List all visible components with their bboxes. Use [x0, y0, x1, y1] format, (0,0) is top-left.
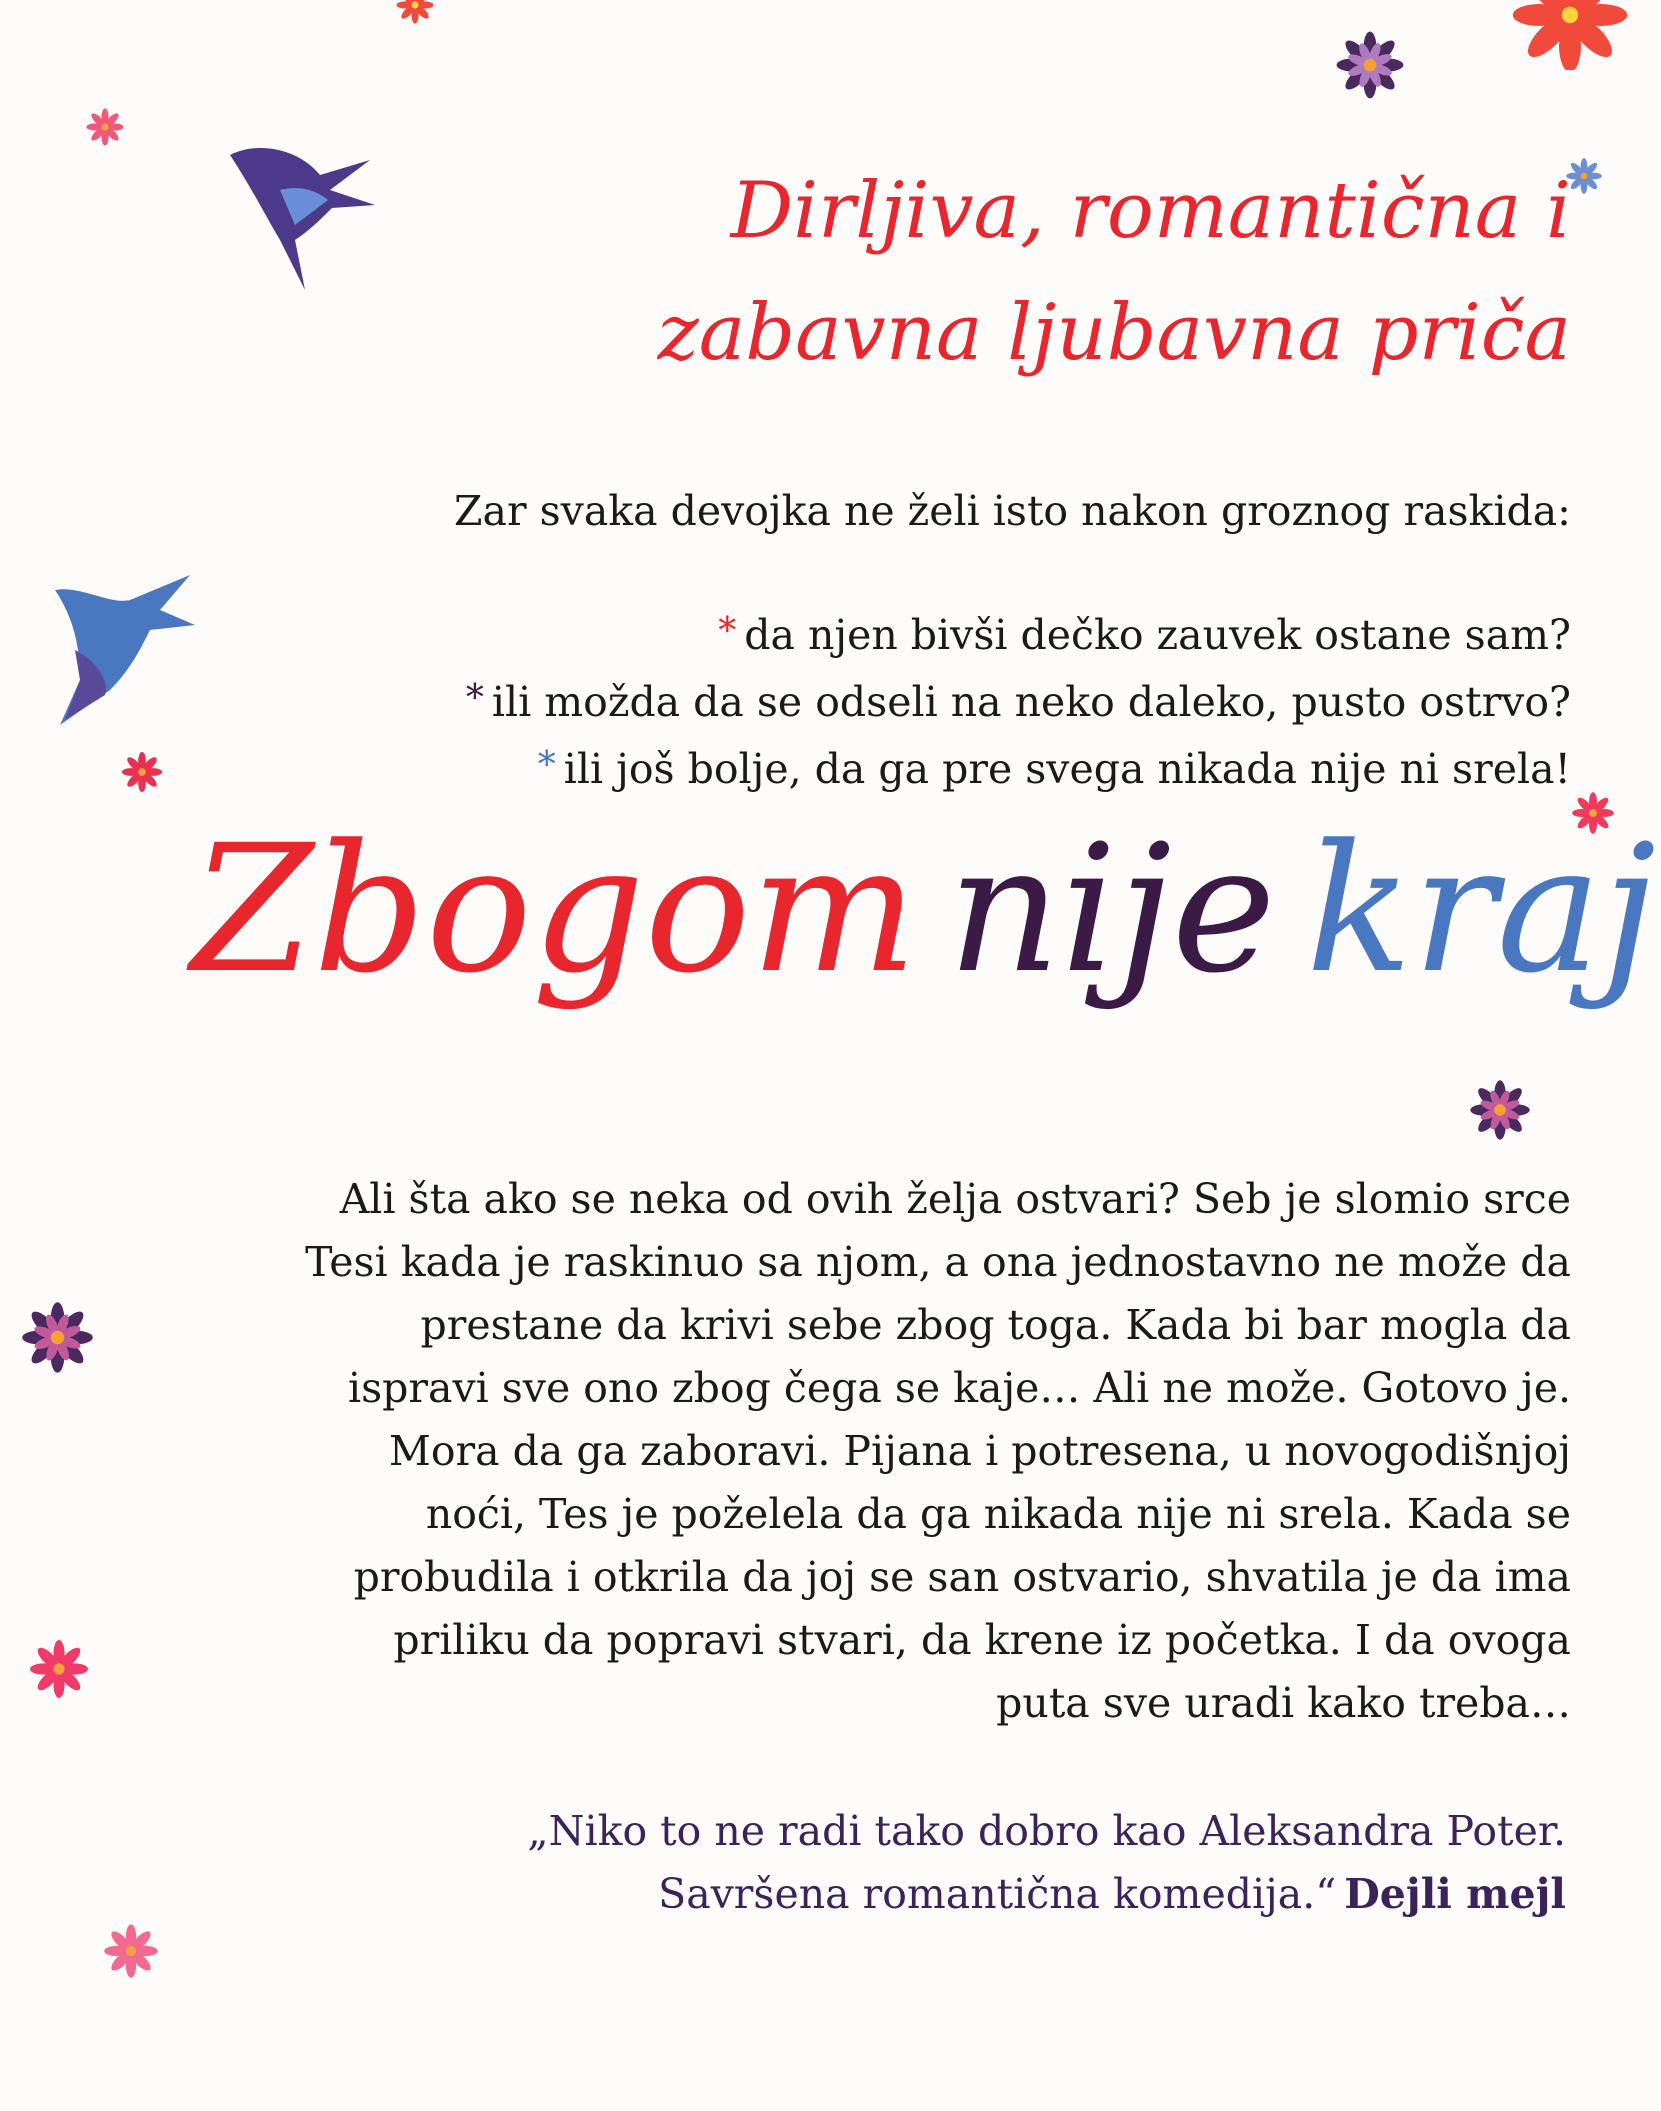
flower-icon: [115, 745, 169, 799]
flower-icon: [380, 0, 450, 30]
quote-text: Savršena romantična komedija.“: [658, 1870, 1337, 1918]
list-item-text: ili još bolje, da ga pre svega nikada nije ni srela!: [563, 745, 1571, 793]
flower-icon: [1460, 1070, 1540, 1150]
flower-icon: [20, 1630, 98, 1708]
asterisk-bullet-icon: *: [537, 745, 556, 786]
list-item-text: da njen bivši dečko zauvek ostane sam?: [744, 611, 1571, 659]
swallow-bird-icon: [50, 570, 200, 730]
title-word: Zbogom: [191, 807, 918, 1012]
blurb-line: priliku da popravi stvari, da krene iz početka. I da ovoga: [393, 1616, 1571, 1664]
flower-icon: [1475, 0, 1661, 70]
blurb-line: noći, Tes je poželela da ga nikada nije ni srela. Kada se: [425, 1490, 1571, 1538]
blurb-line: prestane da krivi sebe zbog toga. Kada bi bar mogla da: [420, 1301, 1571, 1349]
blurb-line: puta sve uradi kako treba…: [996, 1679, 1571, 1727]
intro-text: Zar svaka devojka ne želi isto nakon groznog raskida:: [454, 487, 1571, 535]
list-item-text: ili možda da se odseli na neko daleko, pusto ostrvo?: [491, 678, 1571, 726]
tagline-line: Dirljiva, romantična i: [730, 166, 1571, 256]
list-item: [271, 600, 1571, 667]
quote-line: „Niko to ne radi tako dobro kao Aleksandra Poter.: [527, 1807, 1566, 1855]
swallow-bird-icon: [220, 130, 380, 290]
blurb-line: ispravi sve ono zbog čega se kaje… Ali ne može. Gotovo je.: [348, 1364, 1571, 1412]
flower-icon: [95, 1915, 167, 1987]
blurb-line: Ali šta ako se neka od ovih želja ostvari? Seb je slomio srce: [339, 1175, 1571, 1223]
blurb-line: Tesi kada je raskinuo sa njom, a ona jednostavno ne može da: [305, 1238, 1571, 1286]
tagline: [471, 150, 1571, 394]
list-item: [271, 667, 1571, 734]
list-item: [271, 734, 1571, 801]
blurb-paragraph: [271, 1168, 1571, 1735]
asterisk-bullet-icon: *: [465, 678, 484, 719]
blurb-line: probudila i otkrila da joj se san ostvario, shvatila je da ima: [353, 1553, 1571, 1601]
asterisk-bullet-icon: *: [718, 611, 737, 652]
quote-line: [266, 1863, 1566, 1926]
title-word: kraj: [1305, 807, 1657, 1012]
flower-icon: [10, 1290, 105, 1385]
flower-icon: [1325, 20, 1415, 110]
quote-source: Dejli mejl: [1344, 1870, 1566, 1918]
tagline-line: zabavna ljubavna priča: [657, 288, 1571, 378]
title-word: nije: [947, 807, 1276, 1012]
flower-icon: [80, 102, 130, 152]
book-title: [161, 800, 1657, 1020]
blurb-line: Mora da ga zaboravi. Pijana i potresena, u novogodišnjoj: [388, 1427, 1571, 1475]
review-quote: [266, 1800, 1566, 1926]
wish-list: [271, 600, 1571, 801]
